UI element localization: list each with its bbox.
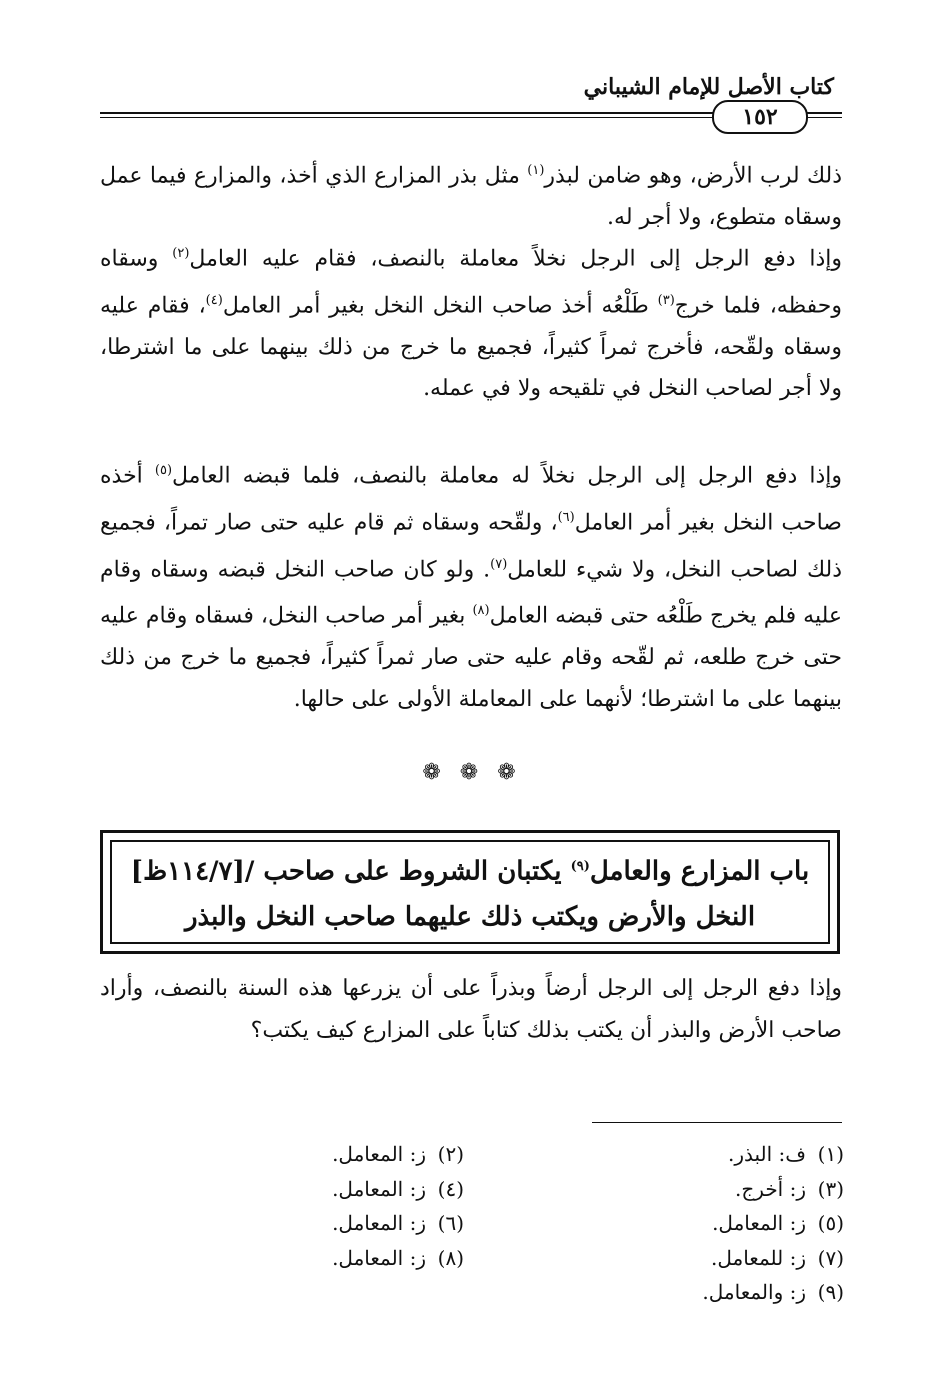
paragraph-text: مثل بذر المزارع الذي أخذ، والمزارع فيما عمل وسقاه متطوع، ولا أجر له.	[100, 163, 842, 230]
chapter-heading-text: باب المزارع والعامل	[589, 856, 810, 887]
footnote-number: (٦)	[437, 1211, 464, 1235]
paragraph-2	[100, 233, 842, 410]
paragraph-text: وإذا دفع الرجل إلى الرجل نخلاً معاملة بالنصف، فقام عليه العامل	[189, 246, 842, 272]
footnote-text: ز: المعامل.	[332, 1211, 426, 1235]
footnotes-right-column	[584, 1137, 844, 1310]
footnote-ref[interactable]: (٧)	[490, 556, 508, 572]
paragraph-text: . ولو كان صاحب النخل قبضه وسقاه وقام عليه فلم يخرج طَلْعُه حتى قبضه العامل	[100, 556, 842, 629]
footnote-item	[584, 1241, 844, 1276]
chapter-heading	[110, 840, 830, 944]
footnote-number: (١)	[817, 1142, 844, 1166]
footnote-text: ز: والمعامل.	[702, 1280, 806, 1304]
paragraph-1	[100, 150, 842, 238]
footnote-number: (٧)	[817, 1245, 844, 1270]
chapter-heading-line-1	[112, 844, 828, 895]
footnote-text: ز: للمعامل.	[711, 1245, 806, 1270]
footnote-text: ز: المعامل.	[332, 1176, 426, 1201]
header-rule	[100, 112, 774, 118]
section-separator-fleuron-icon: ❁ ❁ ❁	[422, 760, 522, 785]
footnote-ref[interactable]: (٥)	[154, 463, 173, 478]
footnote-item	[204, 1206, 464, 1241]
footnote-item	[204, 1172, 464, 1207]
footnote-item	[584, 1172, 844, 1207]
footnote-ref[interactable]: (٣)	[657, 292, 675, 308]
page-number: ١٥٢	[712, 100, 808, 134]
paragraph-text: ، ولقّحه وسقاه ثم قام عليه حتى صار تمراً، فجميع ذلك لصاحب النخل، ولا شيء للعامل	[100, 510, 842, 582]
paragraph-text: وسقاه وحفظه، فلما خرج	[100, 246, 842, 319]
footnotes-left-column	[204, 1137, 464, 1275]
footnote-divider	[592, 1122, 842, 1123]
footnote-item	[204, 1137, 464, 1172]
footnote-item	[584, 1275, 844, 1310]
footnote-ref[interactable]: (١)	[527, 163, 545, 178]
footnote-item	[204, 1241, 464, 1276]
footnote-item	[584, 1137, 844, 1172]
footnote-text: ز: المعامل.	[332, 1142, 426, 1166]
running-title: كتاب الأصل للإمام الشيباني	[583, 74, 834, 100]
footnote-item	[584, 1206, 844, 1241]
footnote-text: ف: البذر.	[727, 1142, 806, 1166]
footnote-text: ز: أخرج.	[735, 1176, 806, 1201]
footnote-number: (٥)	[817, 1211, 844, 1235]
footnote-ref[interactable]: (٢)	[172, 246, 190, 261]
paragraph-text: وإذا دفع الرجل إلى الرجل نخلاً له معاملة بالنصف، فلما قبضه العامل	[172, 463, 842, 489]
paragraph-4: وإذا دفع الرجل إلى الرجل أرضاً وبذراً على أن يزرعها هذه السنة بالنصف، وأراد صاحب الأرض والبذر أن يكتب بذلك كتاباً على المزارع كيف يكتب؟	[100, 976, 843, 1043]
paragraph-text: أخذه صاحب النخل بغير أمر العامل	[100, 463, 842, 536]
footnote-number: (٢)	[437, 1142, 464, 1166]
footnote-number: (٣)	[817, 1176, 844, 1201]
footnote-ref[interactable]: (٦)	[557, 509, 575, 525]
paragraph-text: طَلْعُه أخذ صاحب النخل النخل بغير أمر العامل	[222, 293, 658, 319]
paragraph-text: ذلك لرب الأرض، وهو ضامن لبذر	[544, 163, 842, 189]
paragraph-text: ، فقام عليه وسقاه ولقّحه، فأخرج ثمراً كثيراً، فجميع ما خرج من ذلك بينهما على ما اشترطا، ولا أجر لصاحب النخل في تلقيحه ولا في عمله.	[100, 293, 842, 402]
footnote-text: ز: المعامل.	[712, 1211, 806, 1235]
paragraph-3	[100, 450, 842, 720]
footnote-number: (٤)	[437, 1176, 464, 1201]
chapter-heading-frame	[100, 830, 840, 954]
footnote-ref[interactable]: (٤)	[205, 292, 223, 308]
footnote-text: ز: المعامل.	[332, 1245, 426, 1270]
footnote-ref[interactable]: (٩)	[570, 858, 590, 874]
footnote-number: (٨)	[437, 1245, 464, 1270]
footnote-ref[interactable]: (٨)	[472, 603, 490, 619]
paragraph-text: بغير أمر صاحب النخل، فسقاه وقام عليه حتى خرج طلعه، ثم لقّحه وقام عليه حتى صار ثمراً كثيراً، فجميع ما خرج من ذلك بينهما على ما اشترطا؛ لأنهما على المعاملة الأولى على حالها.	[100, 603, 842, 712]
chapter-heading-line-2: النخل والأرض ويكتب ذلك عليهما صاحب النخل والبذر	[184, 902, 756, 933]
header-rule-right	[804, 112, 842, 118]
chapter-heading-text: يكتبان الشروط على صاحب /[١١٤/٧ظ]	[130, 856, 571, 887]
footnote-number: (٩)	[817, 1280, 844, 1304]
